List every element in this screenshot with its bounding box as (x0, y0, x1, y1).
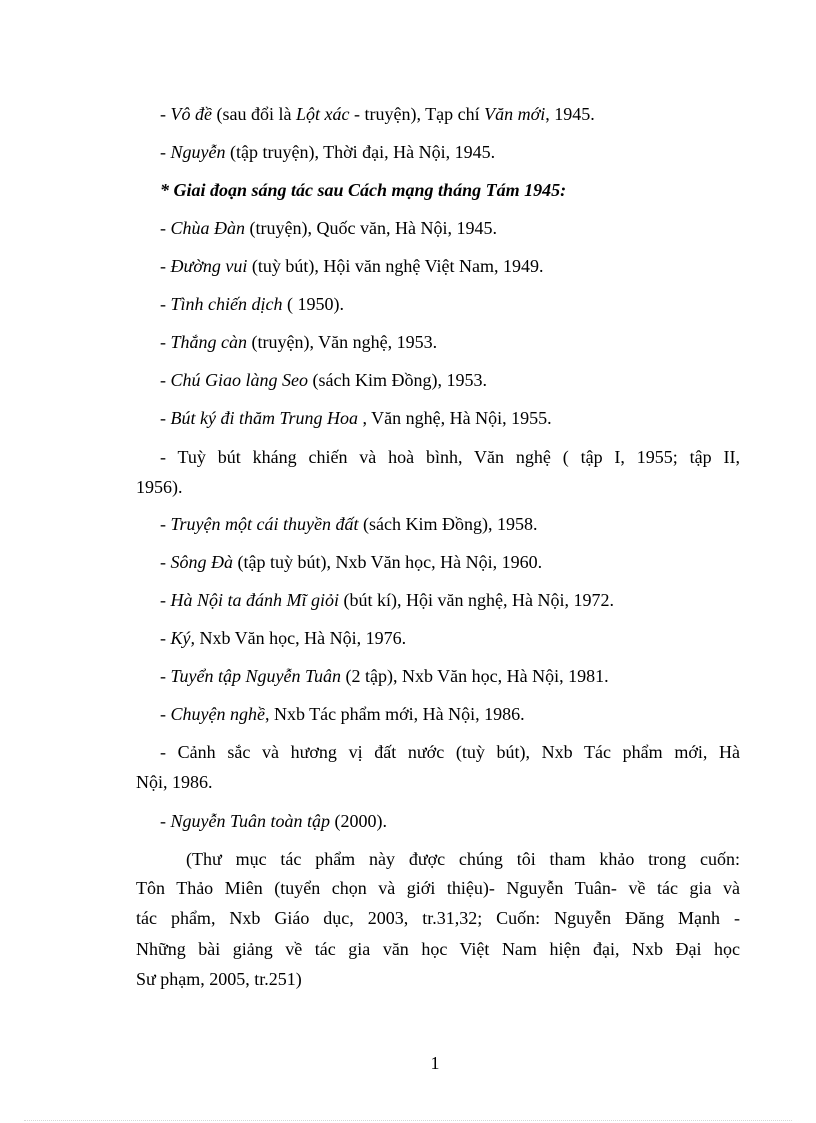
note-book-title: tác phẩm (136, 908, 211, 928)
entry-details: (tập tuỳ bút), Nxb Văn học, Hà Nội, 1960. (233, 552, 543, 572)
entry-prefix: - (160, 552, 171, 572)
entry-prefix: - (160, 811, 171, 831)
entry-details: Văn nghệ ( tập I, 1955; tập II, (462, 447, 740, 467)
bibliography-entry (160, 553, 764, 571)
entry-continuation: 1956). (136, 477, 183, 497)
bibliography-entry (160, 705, 764, 723)
bibliography-entry (160, 409, 764, 427)
note-line (136, 940, 740, 958)
entry-title: Tuỳ bút kháng chiến và hoà bình, (177, 447, 463, 467)
note-line: Sư phạm, 2005, tr.251) (136, 969, 302, 989)
note-text: , Nxb Giáo dục, 2003, tr.31,32; Cuốn: Nguyễn Đăng Mạnh - (210, 908, 740, 928)
bibliography-entry (160, 515, 764, 533)
note-book-title: Nguyễn Tuân- về tác gia và (506, 878, 740, 898)
entry-title: Sông Đà (170, 552, 233, 572)
entry-title: Vô đề (170, 104, 212, 124)
bibliography-entry (160, 105, 764, 123)
entry-details: (bút kí), Hội văn nghệ, Hà Nội, 1972. (339, 590, 614, 610)
entry-details: (tập truyện), Thời đại, Hà Nội, 1945. (225, 142, 496, 162)
page-bottom-divider (24, 1120, 792, 1121)
entry-details: Nxb Văn học, Hà Nội, 1976. (195, 628, 407, 648)
entry-prefix: - (160, 408, 171, 428)
entry-prefix: - (160, 370, 171, 390)
entry-details: (truyện), Văn nghệ, 1953. (247, 332, 438, 352)
entry-title: Đường vui (170, 256, 248, 276)
bibliography-entry (160, 333, 764, 351)
entry-title: Chuyện nghề (170, 704, 265, 724)
entry-continuation: Nội, 1986. (136, 772, 213, 792)
entry-title: Ký, (170, 628, 195, 648)
entry-title: Hà Nội ta đánh Mĩ giỏi (170, 590, 340, 610)
entry-prefix: - (160, 704, 171, 724)
entry-title: Thắng càn (170, 332, 247, 352)
bibliography-entry (160, 591, 764, 609)
note-text: Tôn Thảo Miên (tuyển chọn và giới thiệu)- (136, 878, 507, 898)
entry-title: Truyện một cái thuyền đất (170, 514, 359, 534)
entry-title: Nguyễn (170, 142, 226, 162)
entry-title: Bút ký đi thăm Trung Hoa (170, 408, 358, 428)
bibliography-entry (160, 371, 764, 389)
entry-title: Văn mới (484, 104, 546, 124)
entry-prefix: - (160, 590, 171, 610)
entry-prefix: - (160, 142, 171, 162)
bibliography-entry (160, 667, 764, 685)
entry-details: (2 tập), Nxb Văn học, Hà Nội, 1981. (341, 666, 609, 686)
entry-prefix: - (160, 742, 178, 762)
entry-details: (sách Kim Đồng), 1953. (308, 370, 487, 390)
entry-prefix: - (160, 514, 171, 534)
entry-title: Cảnh sắc và hương vị đất nước (177, 742, 445, 762)
bibliography-entry (160, 143, 764, 161)
entry-title: Nguyễn Tuân toàn tập (170, 811, 331, 831)
note-line: (Thư mục tác phẩm này được chúng tôi tham khảo trong cuốn: (186, 849, 740, 869)
note-book-title: Những bài giảng về tác gia văn học Việt Nam hiện đại, (136, 939, 620, 959)
entry-title: Lột xác (295, 104, 350, 124)
page-number: 1 (430, 1053, 440, 1073)
entry-details: , Nxb Tác phẩm mới, Hà Nội, 1986. (264, 704, 525, 724)
entry-details: ( 1950). (282, 294, 344, 314)
bibliography-entry (160, 257, 764, 275)
note-text: Nxb Đại học (619, 939, 740, 959)
entry-details: (tuỳ bút), Nxb Tác phẩm mới, Hà (444, 742, 741, 762)
entry-details: - truyện), Tạp chí (349, 104, 485, 124)
entry-prefix: - (160, 294, 171, 314)
entry-prefix: - (160, 218, 171, 238)
entry-prefix: - (160, 104, 171, 124)
entry-prefix: - (160, 666, 171, 686)
note-line (136, 909, 740, 927)
entry-details: (tuỳ bút), Hội văn nghệ Việt Nam, 1949. (247, 256, 544, 276)
bibliography-entry (160, 812, 764, 830)
bibliography-entry (160, 629, 764, 647)
entry-details: , Văn nghệ, Hà Nội, 1955. (358, 408, 552, 428)
note-line (136, 879, 740, 897)
entry-title: Tuyển tập Nguyễn Tuân (170, 666, 341, 686)
entry-details: (sách Kim Đồng), 1958. (358, 514, 538, 534)
entry-title: Tình chiến dịch (170, 294, 283, 314)
entry-title: Chùa Đàn (170, 218, 246, 238)
entry-prefix: - (160, 256, 171, 276)
entry-details: (2000). (330, 811, 388, 831)
entry-title: Chú Giao làng Seo (170, 370, 308, 390)
bibliography-entry (160, 448, 740, 466)
section-heading: * Giai đoạn sáng tác sau Cách mạng tháng Tám 1945: (160, 180, 567, 200)
entry-prefix: - (160, 628, 171, 648)
entry-prefix: - (160, 332, 171, 352)
bibliography-entry (160, 743, 740, 761)
entry-details: (truyện), Quốc văn, Hà Nội, 1945. (245, 218, 497, 238)
entry-details: (sau đổi là (211, 104, 296, 124)
entry-prefix: - (160, 447, 178, 467)
entry-details: , 1945. (545, 104, 595, 124)
bibliography-entry (160, 295, 764, 313)
bibliography-entry (160, 219, 764, 237)
